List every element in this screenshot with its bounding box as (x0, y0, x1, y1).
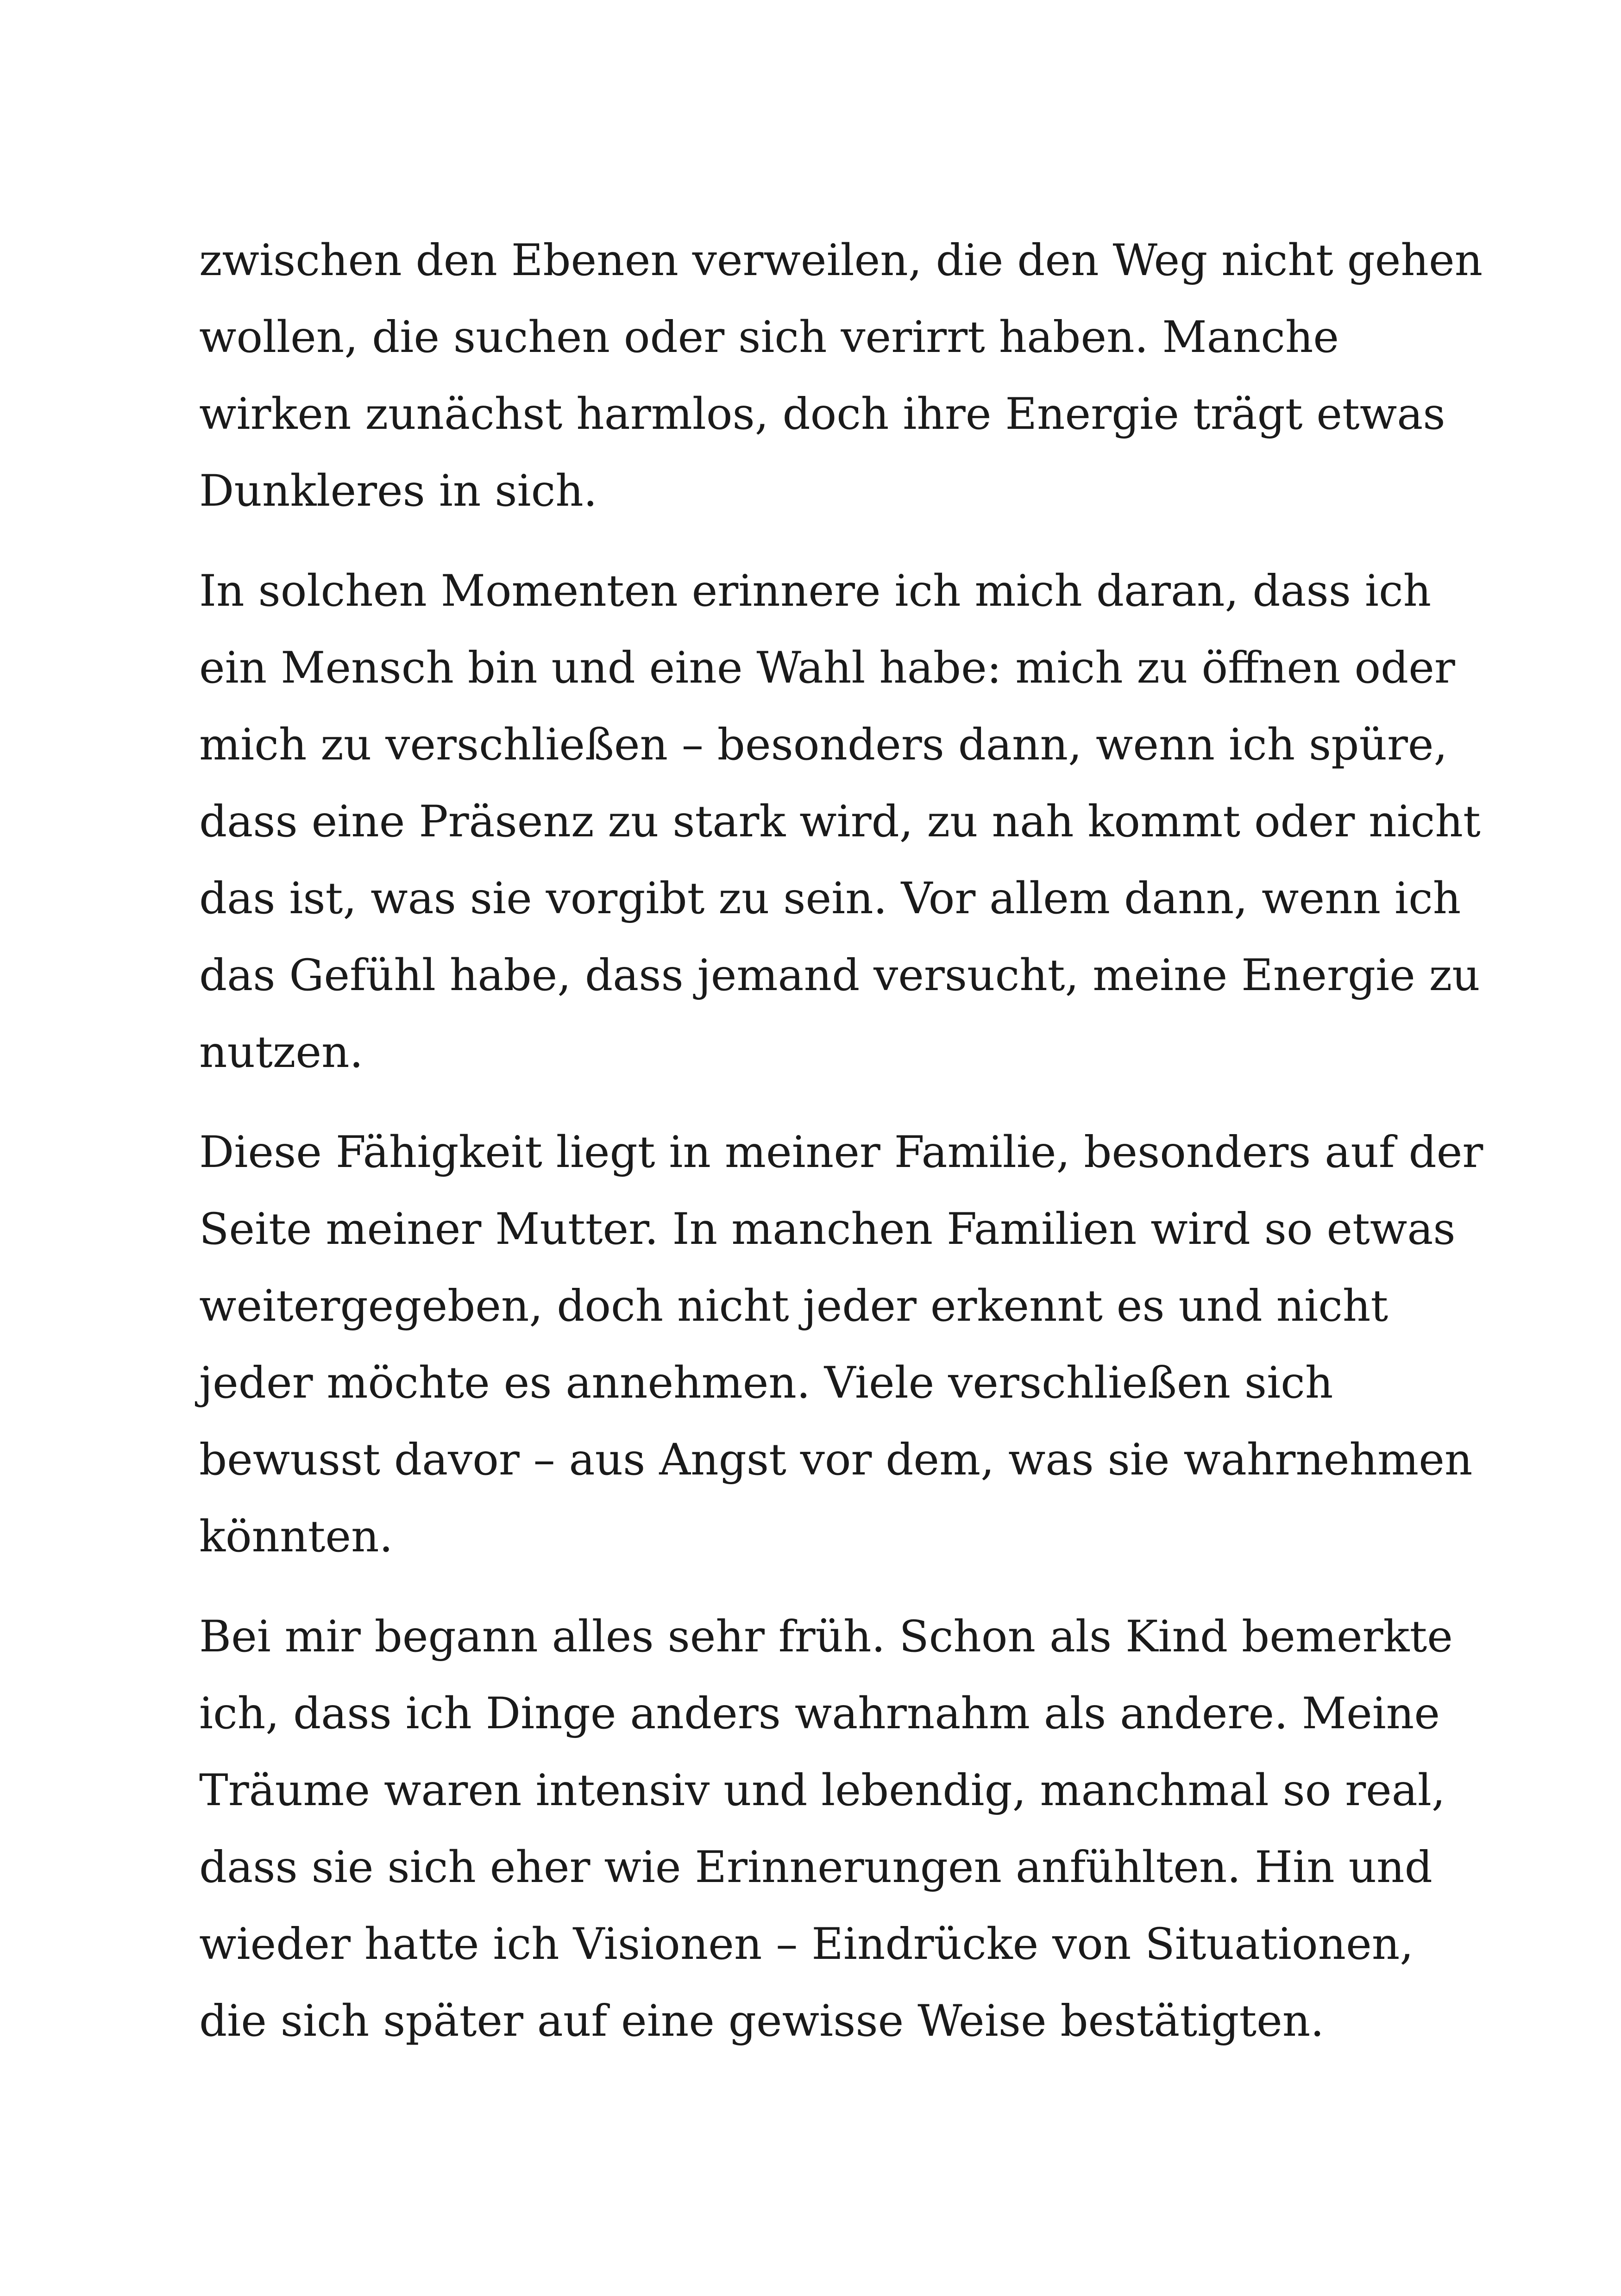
text-line: Seite meiner Mutter. In manchen Familien wird so etwas (199, 1204, 1456, 1255)
text-line: ein Mensch bin und eine Wahl habe: mich zu öffnen oder (199, 643, 1455, 693)
text-line: dass sie sich eher wie Erinnerungen anfühlten. Hin und (199, 1842, 1433, 1893)
text-line: wollen, die suchen oder sich verirrt haben. Manche (199, 312, 1339, 363)
body-text (199, 222, 1483, 2083)
text-line: Diese Fähigkeit liegt in meiner Familie, besonders auf der (199, 1127, 1483, 1178)
text-line: bewusst davor – aus Angst vor dem, was sie wahrnehmen (199, 1435, 1473, 1485)
text-line: ich, dass ich Dinge anders wahrnahm als andere. Meine (199, 1688, 1440, 1739)
paragraph-4 (199, 1599, 1453, 2060)
text-line: das Gefühl habe, dass jemand versucht, meine Energie zu (199, 950, 1480, 1001)
text-line: Träume waren intensiv und lebendig, manchmal so real, (199, 1765, 1445, 1816)
paragraph-2 (199, 553, 1481, 1091)
text-line: nutzen. (199, 1027, 364, 1078)
text-line: wirken zunächst harmlos, doch ihre Energie trägt etwas (199, 389, 1445, 439)
paragraph-3 (199, 1114, 1483, 1575)
text-line: weitergegeben, doch nicht jeder erkennt es und nicht (199, 1281, 1389, 1331)
text-line: jeder möchte es annehmen. Viele verschließen sich (199, 1358, 1333, 1408)
text-line: mich zu verschließen – besonders dann, wenn ich spüre, (199, 720, 1448, 770)
text-line: wieder hatte ich Visionen – Eindrücke von Situationen, (199, 1919, 1414, 1970)
text-line: die sich später auf eine gewisse Weise bestätigten. (199, 1996, 1325, 2046)
text-line: könnten. (199, 1512, 393, 1562)
text-line: Bei mir begann alles sehr früh. Schon als Kind bemerkte (199, 1612, 1453, 1662)
text-line: zwischen den Ebenen verweilen, die den Weg nicht gehen (199, 235, 1483, 286)
text-line: In solchen Momenten erinnere ich mich daran, dass ich (199, 566, 1432, 616)
text-line: dass eine Präsenz zu stark wird, zu nah kommt oder nicht (199, 797, 1481, 847)
text-line: Dunkleres in sich. (199, 466, 597, 516)
paragraph-1 (199, 222, 1483, 530)
text-line: das ist, was sie vorgibt zu sein. Vor allem dann, wenn ich (199, 873, 1461, 924)
